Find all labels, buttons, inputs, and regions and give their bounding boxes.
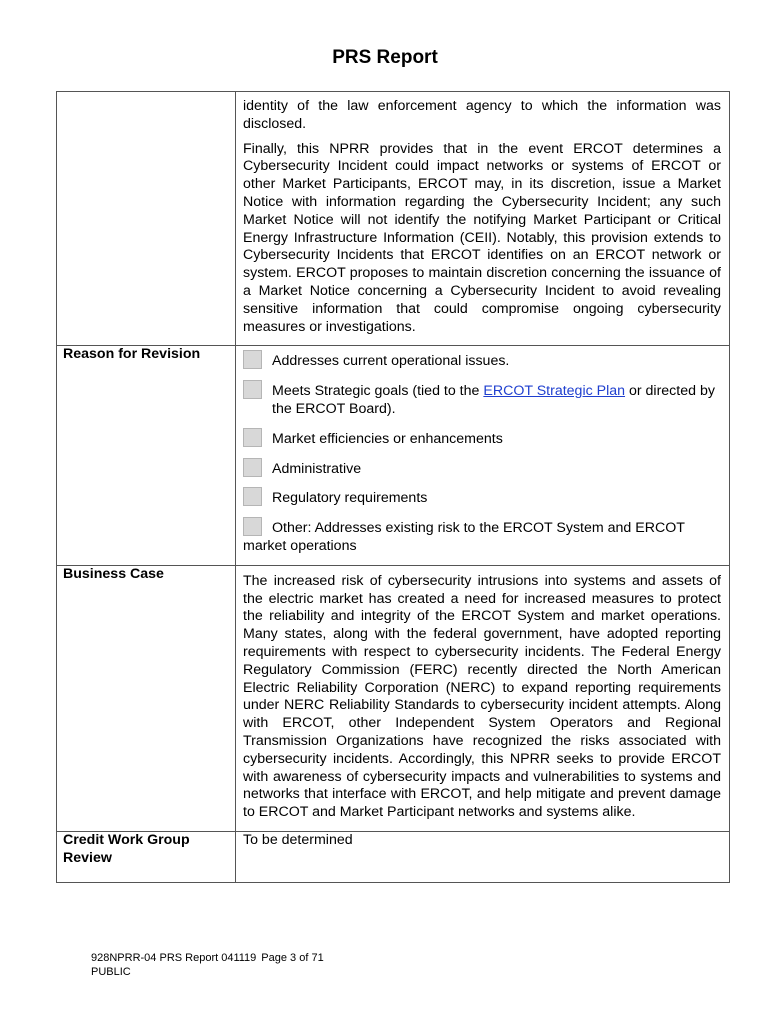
other-label: Other: Addresses existing risk to the ERCOT System and ERCOT market operations	[243, 520, 685, 554]
continuation-content	[236, 92, 730, 346]
row-label-empty	[57, 92, 236, 346]
option-market	[243, 431, 721, 449]
table-row-reason-for-revision	[57, 346, 730, 565]
administrative-checkbox[interactable]	[243, 458, 262, 477]
administrative-label: Administrative	[272, 460, 362, 477]
option-administrative	[243, 461, 721, 479]
page-title: PRS Report	[332, 47, 438, 68]
table-row-continuation	[57, 92, 730, 346]
strategic-checkbox[interactable]	[243, 380, 262, 399]
reason-for-revision-label: Reason for Revision	[57, 346, 236, 565]
credit-review-value: To be determined	[236, 831, 730, 882]
option-regulatory	[243, 490, 721, 508]
ercot-strategic-plan-link[interactable]: ERCOT Strategic Plan	[483, 383, 626, 400]
business-case-label: Business Case	[57, 565, 236, 831]
footer-doc-id: 928NPRR-04 PRS Report 041119	[91, 952, 257, 964]
option-strategic	[243, 383, 721, 419]
strategic-label-end: or directed by the ERCOT Board).	[272, 383, 715, 417]
regulatory-label: Regulatory requirements	[272, 490, 428, 507]
market-checkbox[interactable]	[243, 428, 262, 447]
strategic-label	[272, 383, 721, 419]
continuation-paragraph-2: Finally, this NPRR provides that in the event ERCOT determines a Cybersecurity Incident could impact networks or systems of ERCOT or other Market Participants, ERCOT may, in its discretion, issue a Market Notice with information regarding the Cybersecurity Incident; any such Market Notice will not identify the notifying Market Participant or Critical Energy Infrastructure Information (CEII). Notably, this provision extends to Cybersecurity Incidents that ERCOT identifies on an ERCOT network or system. ERCOT proposes to maintain discretion concerning the issuance of a Market Notice concerning a Cybersecurity Incident to avoid revealing sensitive information that could compromise ongoing cybersecurity measures or investigations.	[243, 140, 721, 335]
footer-page-number: Page 3 of 71	[261, 952, 324, 964]
reason-for-revision-options	[236, 346, 730, 565]
regulatory-checkbox[interactable]	[243, 487, 262, 506]
operational-checkbox[interactable]	[243, 350, 262, 369]
option-operational	[243, 353, 721, 371]
continuation-paragraph-1: identity of the law enforcement agency to which the information was disclosed.	[243, 98, 721, 132]
operational-label: Addresses current operational issues.	[272, 353, 510, 370]
page-footer	[91, 951, 329, 979]
business-case-text: The increased risk of cybersecurity intrusions into systems and assets of the electric market has created a need for increased measures to protect the reliability and integrity of the ERCOT System and market operations. Many states, along with the federal government, have adopted reporting requirements with respect to cybersecurity incidents. The Federal Energy Regulatory Commission (FERC) recently directed the North American Electric Reliability Corporation (NERC) to expand reporting requirements under NERC Reliability Standards to cybersecurity incident attempts. Along with ERCOT, other Independent System Operators and Regional Transmission Organizations have recognized the risks associated with cybersecurity incidents. Accordingly, this NPRR seeks to provide ERCOT with awareness of cybersecurity impacts and vulnerabilities to systems and networks that interface with ERCOT, and help mitigate and prevent damage to ERCOT and Market Participant networks and systems alike.	[236, 565, 730, 831]
footer-classification: PUBLIC	[91, 966, 131, 978]
market-label: Market efficiencies or enhancements	[272, 430, 503, 447]
credit-review-label: Credit Work Group Review	[57, 831, 236, 882]
prs-report-table	[56, 91, 730, 883]
footer-line-1	[91, 951, 329, 965]
option-other	[243, 520, 721, 556]
other-checkbox[interactable]	[243, 517, 262, 536]
strategic-label-start: Meets Strategic goals (tied to the	[272, 383, 484, 400]
table-row-business-case	[57, 565, 730, 831]
table-row-credit-review	[57, 831, 730, 882]
